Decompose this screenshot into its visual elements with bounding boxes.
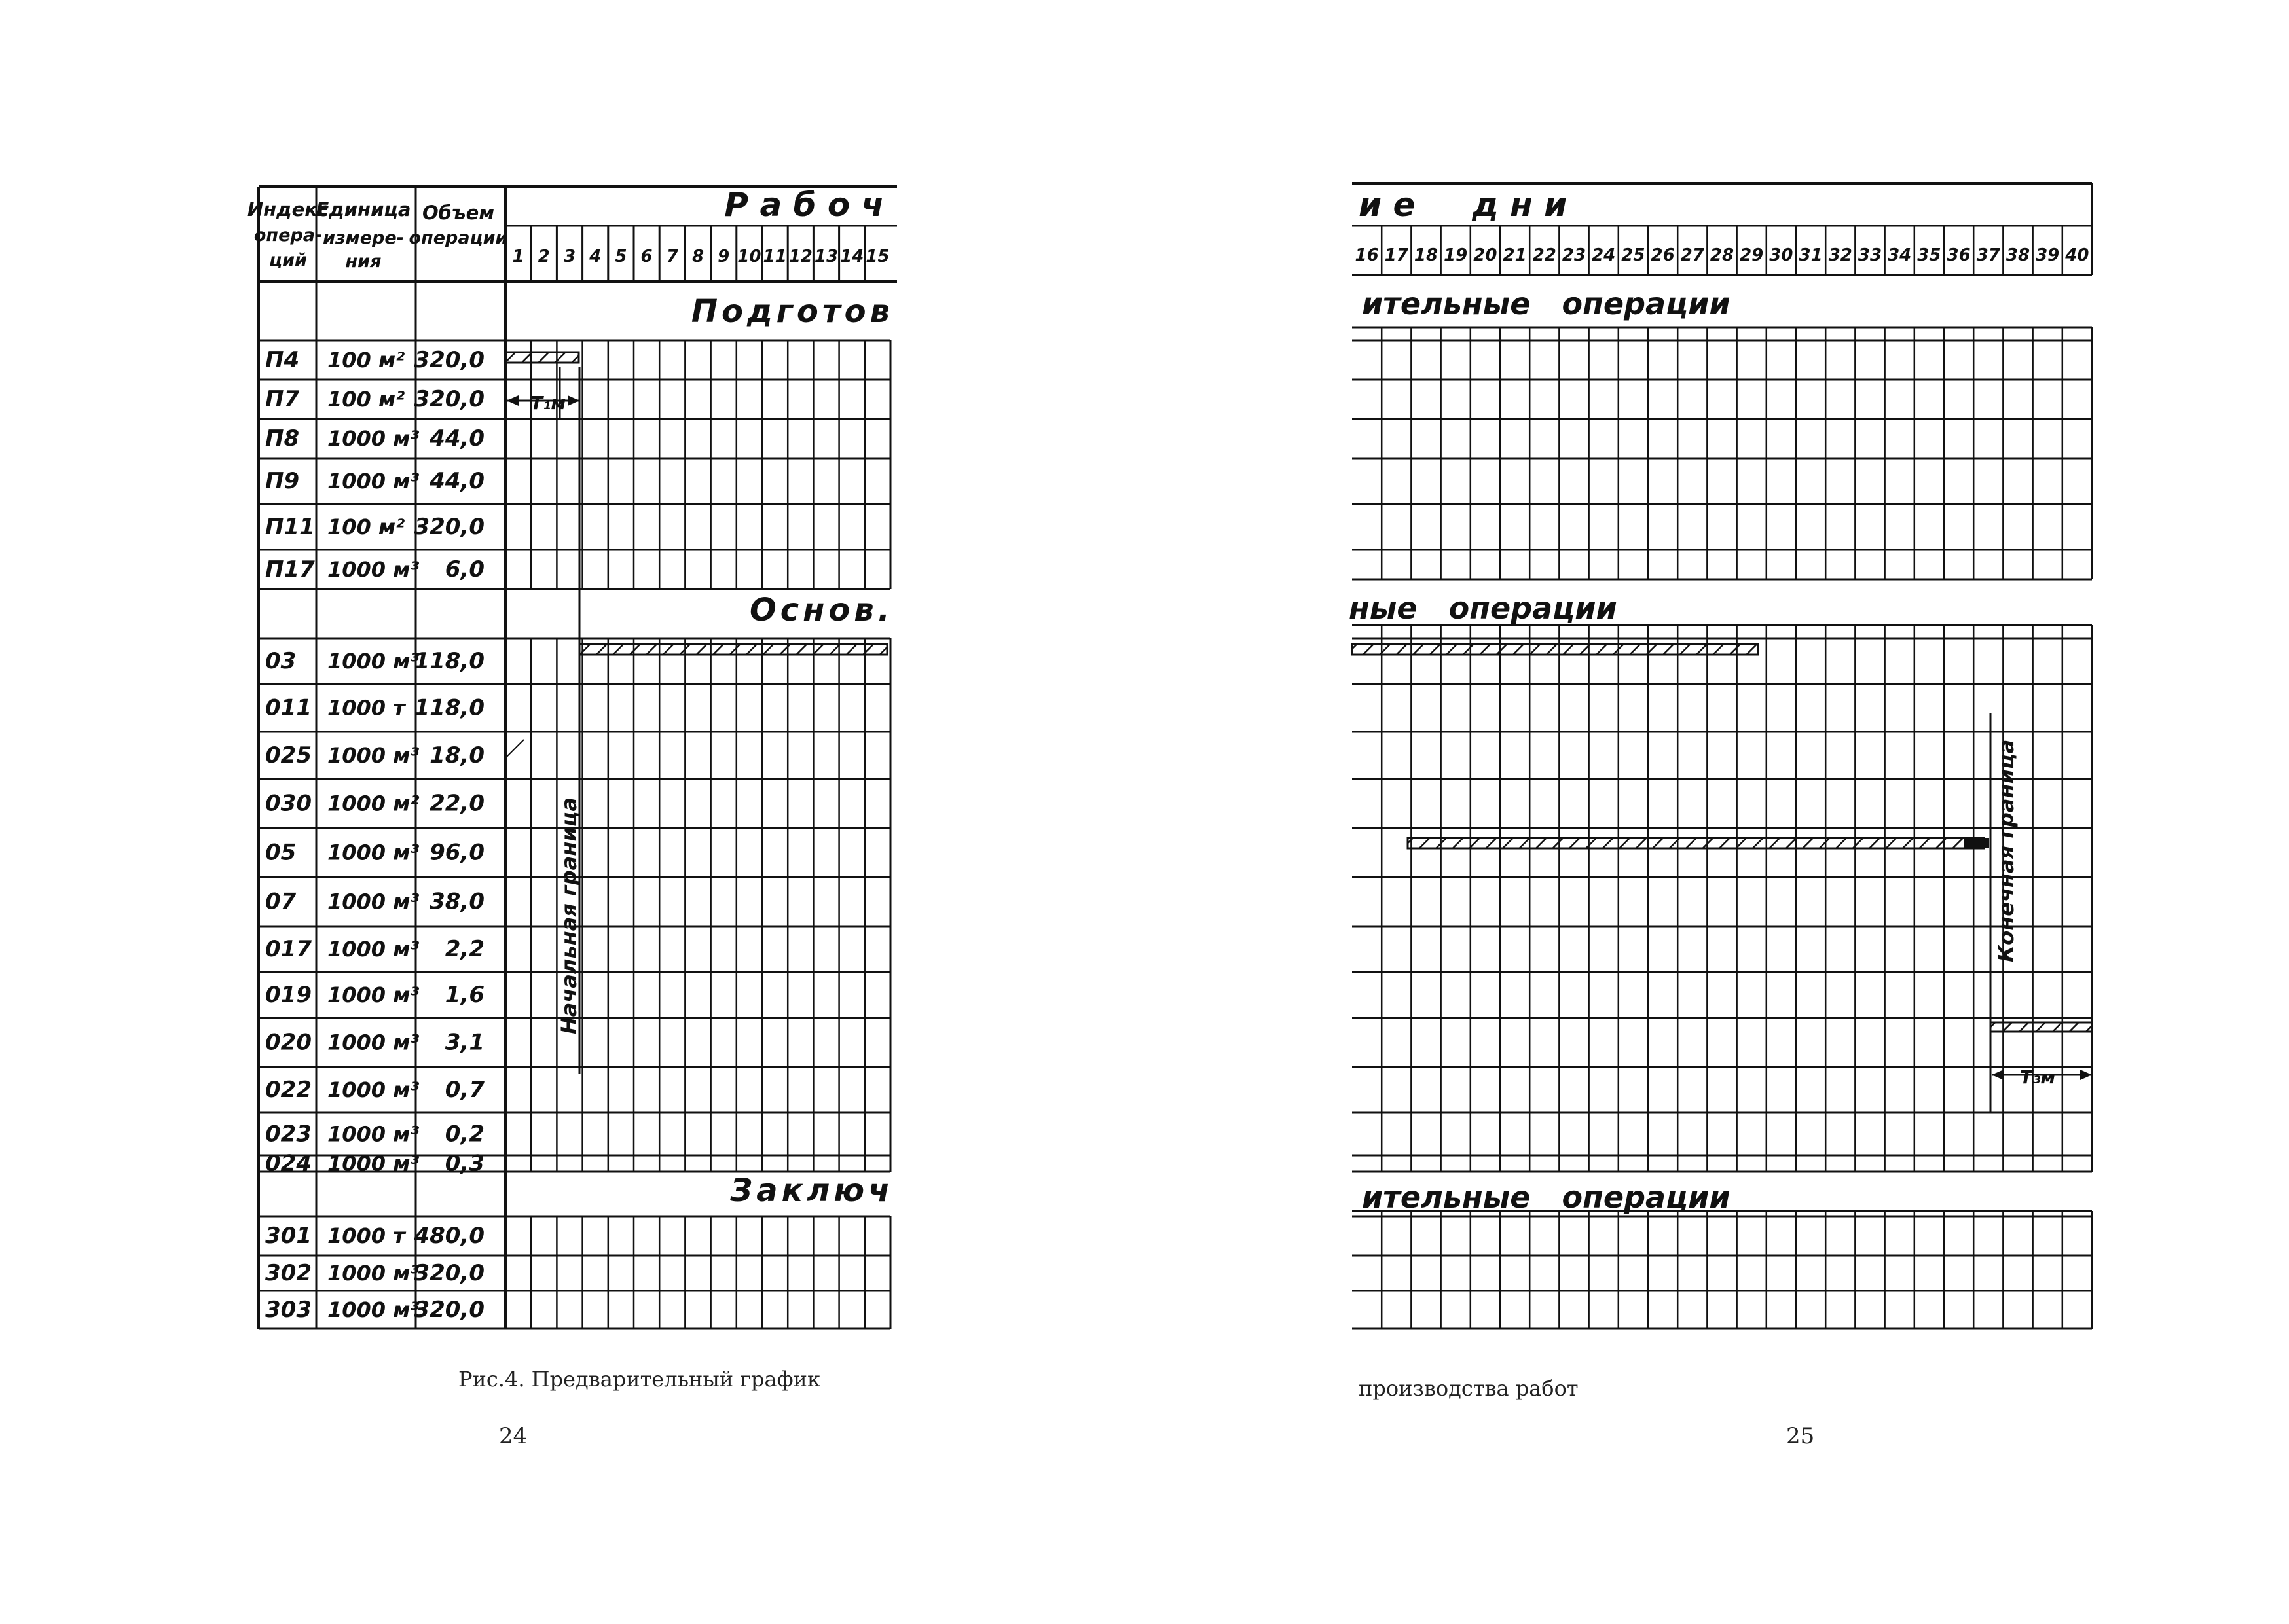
row-unit: 1000 м³	[327, 1030, 420, 1055]
row-index: П9	[265, 468, 300, 494]
day-number: 38	[2005, 245, 2030, 265]
row-volume: 6,0	[445, 556, 485, 583]
day-number: 9	[718, 247, 730, 266]
row-volume: 3,1	[445, 1029, 485, 1056]
day-number: 34	[1888, 245, 1912, 265]
day-number: 5	[615, 247, 627, 266]
day-number: 12	[788, 247, 813, 266]
row-volume: 480,0	[414, 1223, 485, 1249]
row-unit: 1000 м³	[327, 469, 420, 494]
row-unit: 1000 м²	[327, 791, 420, 816]
row-volume: 118,0	[414, 648, 485, 674]
row-index: 303	[265, 1297, 312, 1323]
left-page	[247, 186, 897, 1449]
row-index: 03	[265, 648, 297, 674]
day-number: 35	[1917, 245, 1941, 265]
left-section-titles	[691, 293, 894, 1209]
day-number: 6	[640, 247, 653, 266]
row-index: 302	[265, 1260, 312, 1286]
row-volume: 22,0	[430, 790, 485, 817]
workdays-header-fragment: Р а б о ч	[724, 186, 884, 224]
left-day-numbers	[513, 247, 890, 266]
row-index: 030	[265, 790, 312, 817]
day-number: 1	[512, 247, 524, 266]
page-number-left: 24	[499, 1423, 528, 1449]
row-unit: 1000 м³	[327, 1261, 420, 1286]
row-unit: 1000 м³	[327, 743, 420, 768]
row-index: 020	[265, 1029, 312, 1056]
day-number: 26	[1651, 245, 1675, 265]
day-number: 13	[814, 247, 839, 266]
figure-caption-left: Рис.4. Предварительный график	[458, 1367, 820, 1392]
day-number: 21	[1503, 245, 1527, 265]
day-number: 22	[1532, 245, 1556, 265]
day-number: 8	[691, 247, 705, 266]
section-title: Основ.	[749, 592, 894, 628]
row-index: 024	[265, 1150, 312, 1177]
row-index: 025	[265, 742, 312, 768]
row-unit: 1000 м³	[327, 1151, 420, 1176]
section-title: Заключ	[730, 1172, 894, 1209]
figure-caption-right: производства работ	[1359, 1376, 1579, 1401]
row-index: П11	[265, 514, 315, 540]
row-volume: 320,0	[414, 1260, 485, 1286]
row-index: 07	[265, 888, 297, 915]
row-index: 011	[265, 695, 312, 721]
bar-03-cont	[1352, 644, 1758, 655]
day-number: 36	[1947, 245, 1971, 265]
day-number: 11	[763, 247, 787, 266]
day-number: 24	[1592, 245, 1616, 265]
row-index: П8	[265, 425, 300, 452]
row-volume: 18,0	[430, 742, 485, 768]
row-volume: 320,0	[414, 386, 485, 412]
row-unit: 1000 м³	[327, 426, 420, 451]
row-unit: 1000 м³	[327, 983, 420, 1007]
right-day-numbers	[1355, 245, 2089, 265]
unit-header-line2: измере-	[323, 228, 404, 248]
row-index: 023	[265, 1121, 312, 1147]
day-number: 19	[1444, 245, 1468, 265]
day-number: 27	[1680, 245, 1704, 265]
row-volume: 0,7	[445, 1077, 485, 1103]
index-header-line3: ций	[269, 250, 307, 270]
day-number: 29	[1740, 245, 1764, 265]
row-volume: 44,0	[430, 468, 485, 494]
day-number: 14	[840, 247, 864, 266]
day-number: 2	[538, 247, 550, 266]
row-unit: 1000 м³	[327, 889, 420, 914]
day-number: 39	[2036, 245, 2060, 265]
unit-header-line3: ния	[345, 251, 382, 272]
day-number: 16	[1355, 245, 1379, 265]
section-title: Подготов	[691, 293, 894, 330]
row-unit: 100 м²	[327, 387, 405, 412]
bar-05	[1408, 838, 1984, 848]
row-index: 301	[265, 1223, 312, 1249]
section-title-main-cont: ные операции	[1349, 590, 1617, 626]
row-volume: 96,0	[430, 839, 485, 866]
start-boundary-label: Начальная граница	[557, 797, 581, 1034]
bar-03	[579, 644, 887, 655]
pen-stroke	[504, 740, 524, 759]
row-unit: 1000 м³	[327, 1121, 420, 1147]
row-volume: 320,0	[414, 514, 485, 540]
day-number: 23	[1562, 245, 1586, 265]
unit-header-line1: Единица	[316, 198, 411, 221]
t-start-annotation	[507, 367, 579, 419]
row-unit: 1000 м³	[327, 557, 420, 582]
left-operation-rows	[265, 347, 485, 1323]
day-number: 17	[1384, 245, 1408, 265]
day-number: 20	[1473, 245, 1497, 265]
row-index: 017	[265, 936, 312, 962]
row-unit: 1000 м³	[327, 1297, 420, 1322]
row-volume: 118,0	[414, 695, 485, 721]
right-schedule-grid	[1352, 183, 2092, 1329]
index-header-line1: Индекс	[247, 198, 329, 221]
row-unit: 1000 м³	[327, 649, 420, 674]
bar-05-end	[1964, 838, 1989, 848]
t-end-annotation	[1992, 1066, 2092, 1088]
right-page	[1349, 183, 2092, 1449]
row-index: П4	[265, 347, 300, 373]
day-number: 33	[1858, 245, 1882, 265]
day-number: 7	[666, 247, 678, 266]
row-volume: 2,2	[445, 936, 485, 962]
volume-header-line2: операции	[409, 228, 508, 248]
end-boundary-label: Конечная граница	[1994, 739, 2019, 962]
row-volume: 44,0	[430, 425, 485, 452]
section-title-final-cont: ительные операции	[1362, 1180, 1730, 1215]
day-number: 31	[1799, 245, 1823, 265]
row-index: П7	[265, 386, 300, 412]
index-header-line2: опера-	[253, 225, 323, 245]
section-title-prep-cont: ительные операции	[1362, 286, 1730, 321]
row-unit: 100 м²	[327, 514, 405, 539]
row-unit: 1000 м³	[327, 937, 420, 962]
row-unit: 1000 м³	[327, 1077, 420, 1102]
day-number: 37	[1976, 245, 2000, 265]
row-unit: 100 м²	[327, 348, 405, 372]
row-volume: 0,3	[445, 1150, 485, 1177]
row-unit: 1000 м³	[327, 840, 420, 865]
row-volume: 1,6	[445, 982, 485, 1008]
day-number: 28	[1710, 245, 1734, 265]
day-number: 3	[563, 247, 576, 266]
day-number: 18	[1414, 245, 1438, 265]
row-volume: 320,0	[414, 1297, 485, 1323]
row-volume: 38,0	[430, 888, 485, 915]
day-number: 4	[589, 247, 602, 266]
row-index: 022	[265, 1077, 312, 1103]
row-unit: 1000 т	[327, 1223, 405, 1248]
day-number: 15	[866, 247, 890, 266]
row-index: 05	[265, 839, 297, 866]
day-number: 40	[2065, 245, 2089, 265]
row-index: 019	[265, 982, 312, 1008]
day-number: 30	[1769, 245, 1793, 265]
row-volume: 0,2	[445, 1121, 485, 1147]
day-number: 32	[1828, 245, 1852, 265]
row-volume: 320,0	[414, 347, 485, 373]
day-number: 25	[1621, 245, 1645, 265]
row-index: П17	[265, 556, 315, 583]
t-start-label: T₁м	[530, 392, 566, 414]
page-number-right: 25	[1786, 1423, 1815, 1449]
day-number: 10	[737, 247, 761, 266]
volume-header-line1: Объем	[422, 202, 495, 224]
workdays-header-continuation: и е д н и	[1359, 186, 1567, 224]
t-end-label: T₃м	[2020, 1066, 2056, 1088]
row-unit: 1000 т	[327, 695, 405, 721]
bar-022	[1990, 1022, 2092, 1032]
bar-P4	[505, 352, 579, 363]
